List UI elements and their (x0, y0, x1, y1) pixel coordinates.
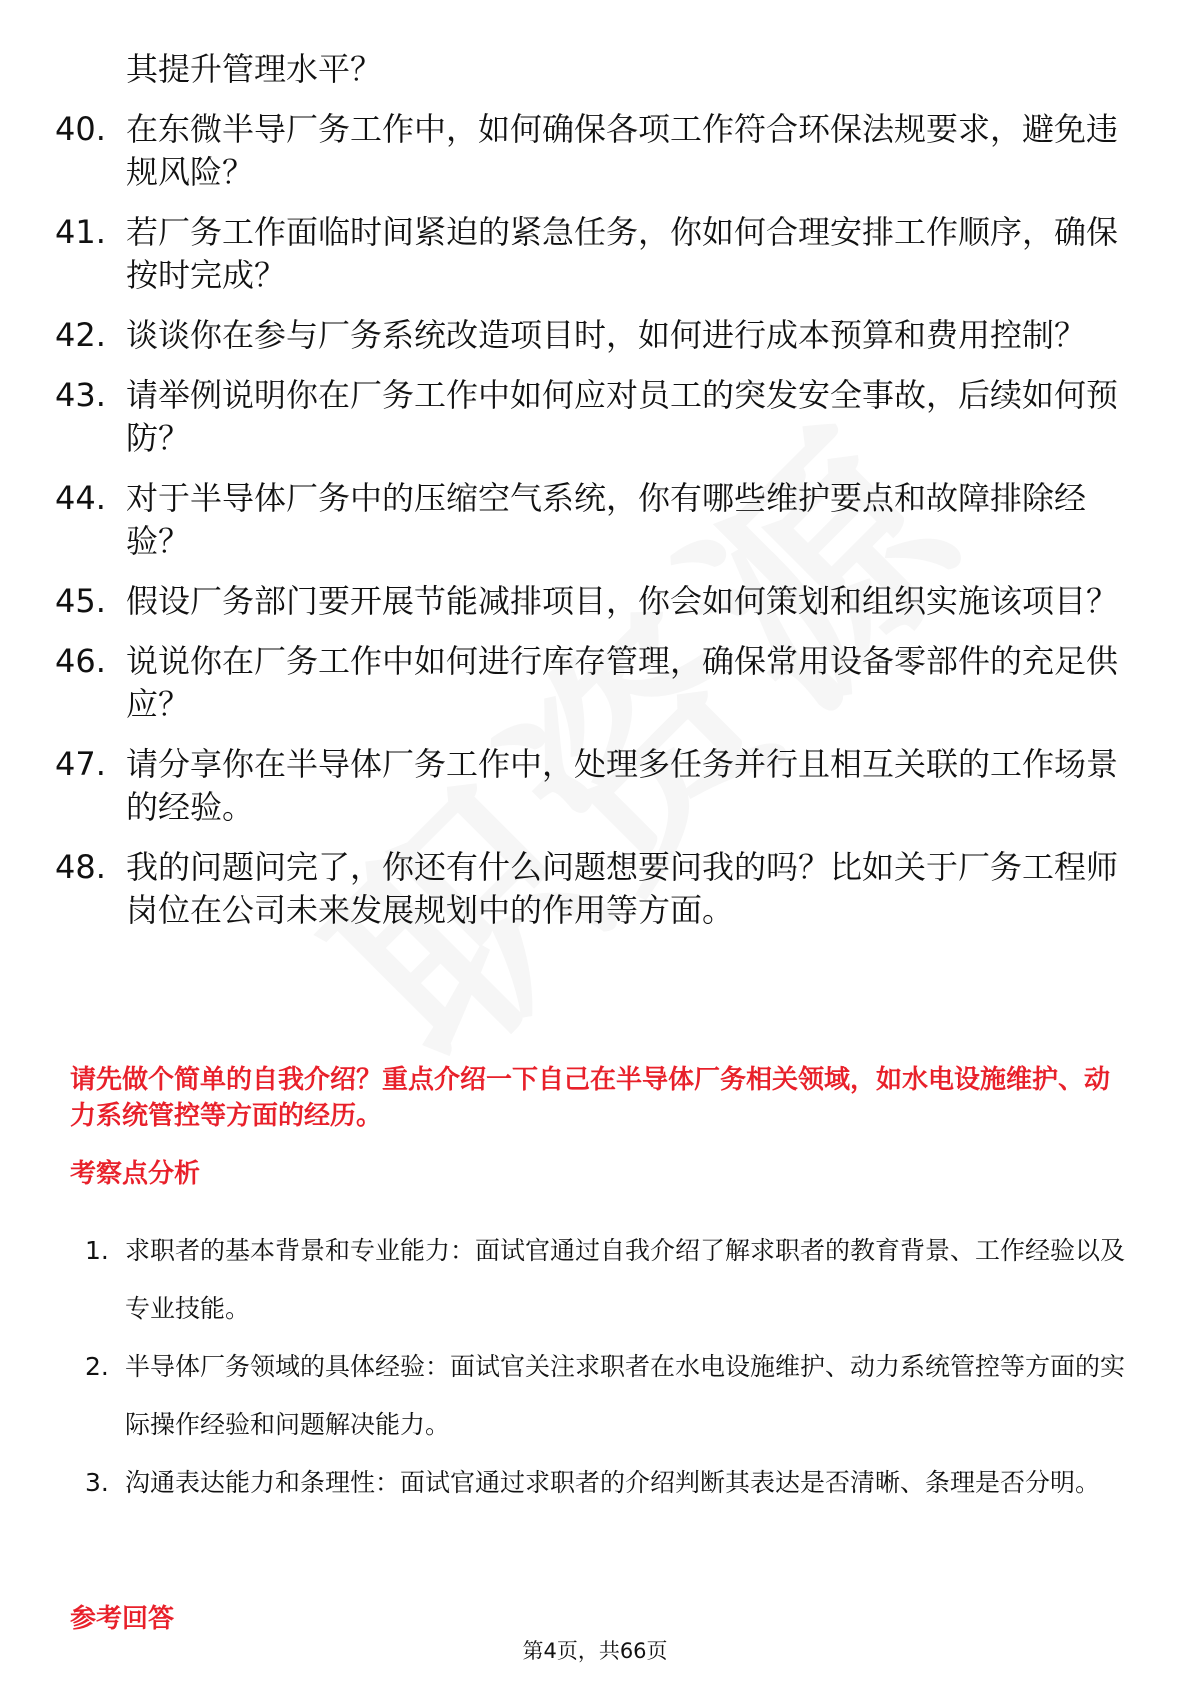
question-text: 其提升管理水平？ (126, 50, 383, 88)
question-text: 我的问题问完了，你还有什么问题想要问我的吗？比如关于厂务工程师岗位在公司未来发展规划中的作用等方面。 (126, 848, 1119, 929)
analysis-point-number: 3. (85, 1468, 109, 1497)
question-text: 说说你在厂务工作中如何进行库存管理，确保常用设备零部件的充足供应？ (126, 642, 1119, 723)
question-text: 在东微半导厂务工作中，如何确保各项工作符合环保法规要求，避免违规风险？ (126, 110, 1119, 191)
question-item (55, 108, 1135, 194)
question-number: 40. (55, 110, 106, 148)
featured-question: 请先做个简单的自我介绍？重点介绍一下自己在半导体厂务相关领域，如水电设施维护、动力系统管控等方面的经历。 (70, 1065, 1111, 1131)
question-item (55, 374, 1135, 460)
analysis-points (85, 1222, 1135, 1512)
question-number: 45. (55, 582, 106, 620)
analysis-heading: 考察点分析 (70, 1159, 201, 1189)
question-number: 41. (55, 213, 106, 251)
question-number: 46. (55, 642, 106, 680)
analysis-point-number: 1. (85, 1236, 109, 1265)
analysis-point-text: 求职者的基本背景和专业能力：面试官通过自我介绍了解求职者的教育背景、工作经验以及专业技能。 (125, 1236, 1126, 1323)
analysis-point (85, 1338, 1135, 1454)
question-text: 假设厂务部门要开展节能减排项目，你会如何策划和组织实施该项目？ (126, 582, 1119, 620)
analysis-point (85, 1222, 1135, 1338)
analysis-point-number: 2. (85, 1352, 109, 1381)
question-item (55, 314, 1135, 357)
question-item (55, 846, 1135, 932)
question-item (55, 640, 1135, 726)
question-number: 43. (55, 376, 106, 414)
question-text: 对于半导体厂务中的压缩空气系统，你有哪些维护要点和故障排除经验？ (126, 479, 1087, 560)
question-item (55, 580, 1135, 623)
analysis-point-text: 半导体厂务领域的具体经验：面试官关注求职者在水电设施维护、动力系统管控等方面的实际操作经验和问题解决能力。 (125, 1352, 1126, 1439)
question-text: 谈谈你在参与厂务系统改造项目时，如何进行成本预算和费用控制？ (126, 316, 1087, 354)
question-item (55, 743, 1135, 829)
question-number: 44. (55, 479, 106, 517)
question-text: 请分享你在半导体厂务工作中，处理多任务并行且相互关联的工作场景的经验。 (126, 745, 1119, 826)
question-number: 42. (55, 316, 106, 354)
question-number: 47. (55, 745, 106, 783)
analysis-point-text: 沟通表达能力和条理性：面试官通过求职者的介绍判断其表达是否清晰、条理是否分明。 (125, 1468, 1101, 1497)
question-number: 48. (55, 848, 106, 886)
question-text: 请举例说明你在厂务工作中如何应对员工的突发安全事故，后续如何预防？ (126, 376, 1119, 457)
answer-heading: 参考回答 (70, 1604, 175, 1634)
question-item (55, 477, 1135, 563)
page-number: 第4页，共66页 (522, 1639, 668, 1663)
question-list (55, 48, 1135, 949)
question-continuation (55, 48, 1135, 91)
question-text: 若厂务工作面临时间紧迫的紧急任务，你如何合理安排工作顺序，确保按时完成？ (126, 213, 1119, 294)
analysis-point (85, 1454, 1135, 1512)
question-item (55, 211, 1135, 297)
